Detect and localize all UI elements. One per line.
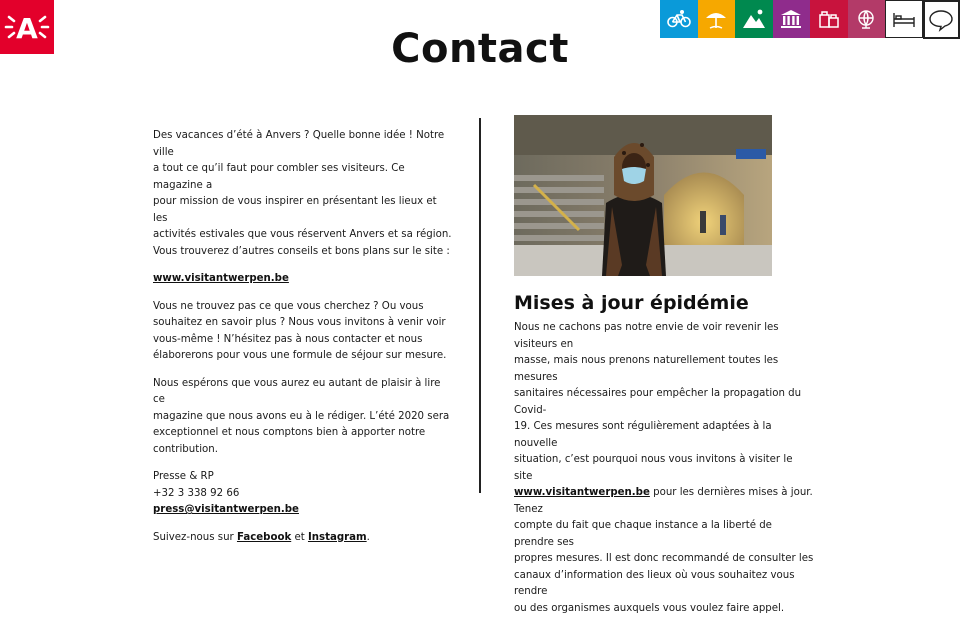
facebook-link[interactable]: Facebook: [237, 532, 291, 543]
hope-line: Nous espérons que vous aurez eu autant de plaisir à lire ce: [153, 376, 453, 409]
epidemic-website-link[interactable]: www.visitantwerpen.be: [514, 487, 650, 498]
nav-tab-contact[interactable]: [923, 0, 960, 39]
contact-line: élaborerons pour vous une formule de séjour sur mesure.: [153, 348, 453, 365]
beach-umbrella-icon: [704, 8, 728, 30]
museum-icon: [779, 8, 803, 30]
social-prefix: Suivez-nous sur: [153, 532, 237, 543]
epidemic-line: situation, c’est pourquoi nous vous invitons à visiter le site: [514, 452, 814, 485]
intro-column: [153, 128, 453, 557]
website-link-paragraph: [153, 271, 453, 288]
epidemic-line: masse, mais nous prenons naturellement toutes les mesures: [514, 353, 814, 386]
globe-icon: [854, 8, 878, 30]
press-contact: [153, 469, 453, 519]
page-title: Contact: [0, 26, 960, 72]
epidemic-link-line: [514, 485, 814, 518]
intro-line: activités estivales que vous réservent Anvers et sa région.: [153, 227, 453, 244]
intro-line: pour mission de vous inspirer en présentant les lieux et les: [153, 194, 453, 227]
epidemic-after-link: pour les dernières mises à jour. Tenez: [514, 487, 813, 515]
epidemic-line: ou des organismes auxquels vous voulez faire appel.: [514, 601, 814, 617]
epidemic-section-title: Mises à jour épidémie: [514, 292, 749, 314]
hope-line: contribution.: [153, 442, 453, 459]
logo-letter: A: [16, 12, 38, 45]
contact-line: Vous ne trouvez pas ce que vous cherchez ? Ou vous: [153, 299, 453, 316]
press-email-link[interactable]: press@visitantwerpen.be: [153, 504, 299, 515]
speech-bubble-icon: [928, 9, 954, 31]
contact-paragraph: [153, 299, 453, 365]
hope-line: exceptionnel et nous comptons bien à apporter notre: [153, 425, 453, 442]
bed-icon: [892, 9, 916, 29]
shopping-bags-icon: [817, 8, 841, 30]
contact-line: vous-même ! N’hésitez pas à nous contacter et nous: [153, 332, 453, 349]
social-middle: et: [291, 532, 308, 543]
press-phone: +32 3 338 92 66: [153, 486, 453, 503]
hope-paragraph: [153, 376, 453, 459]
nav-tab-cycling[interactable]: [660, 0, 698, 38]
mountain-icon: [742, 8, 766, 30]
intro-line: Vous trouverez d’autres conseils et bons plans sur le site :: [153, 244, 453, 261]
instagram-link[interactable]: Instagram: [308, 532, 367, 543]
social-suffix: .: [367, 532, 370, 543]
epidemic-line: canaux d’information des lieux où vous souhaitez vous rendre: [514, 568, 814, 601]
nav-tab-accommodation[interactable]: [885, 0, 923, 38]
column-divider: [479, 118, 481, 493]
website-link[interactable]: www.visitantwerpen.be: [153, 273, 289, 284]
bicycle-icon: [667, 9, 691, 29]
epidemic-line: sanitaires nécessaires pour empêcher la propagation du Covid-: [514, 386, 814, 419]
press-label: Presse & RP: [153, 469, 453, 486]
epidemic-line: 19. Ces mesures sont régulièrement adaptées à la nouvelle: [514, 419, 814, 452]
station-photo-illustration: [514, 115, 772, 276]
intro-line: Des vacances d’été à Anvers ? Quelle bonne idée ! Notre ville: [153, 128, 453, 161]
epidemic-paragraph: [514, 320, 814, 617]
hope-line: magazine que nous avons eu à le rédiger. L’été 2020 sera: [153, 409, 453, 426]
intro-paragraph: [153, 128, 453, 260]
nav-tab-nature[interactable]: [735, 0, 773, 38]
nav-tab-beach[interactable]: [698, 0, 736, 38]
category-nav: [660, 0, 960, 38]
masked-traveler-photo: [514, 115, 772, 276]
nav-tab-world[interactable]: [848, 0, 886, 38]
nav-tab-shopping[interactable]: [810, 0, 848, 38]
nav-tab-culture[interactable]: [773, 0, 811, 38]
epidemic-line: Nous ne cachons pas notre envie de voir revenir les visiteurs en: [514, 320, 814, 353]
epidemic-line: compte du fait que chaque instance a la liberté de prendre ses: [514, 518, 814, 551]
contact-line: souhaitez en savoir plus ? Nous vous invitons à venir voir: [153, 315, 453, 332]
social-line: [153, 530, 453, 547]
intro-line: a tout ce qu’il faut pour combler ses visiteurs. Ce magazine a: [153, 161, 453, 194]
epidemic-line: propres mesures. Il est donc recommandé de consulter les: [514, 551, 814, 568]
